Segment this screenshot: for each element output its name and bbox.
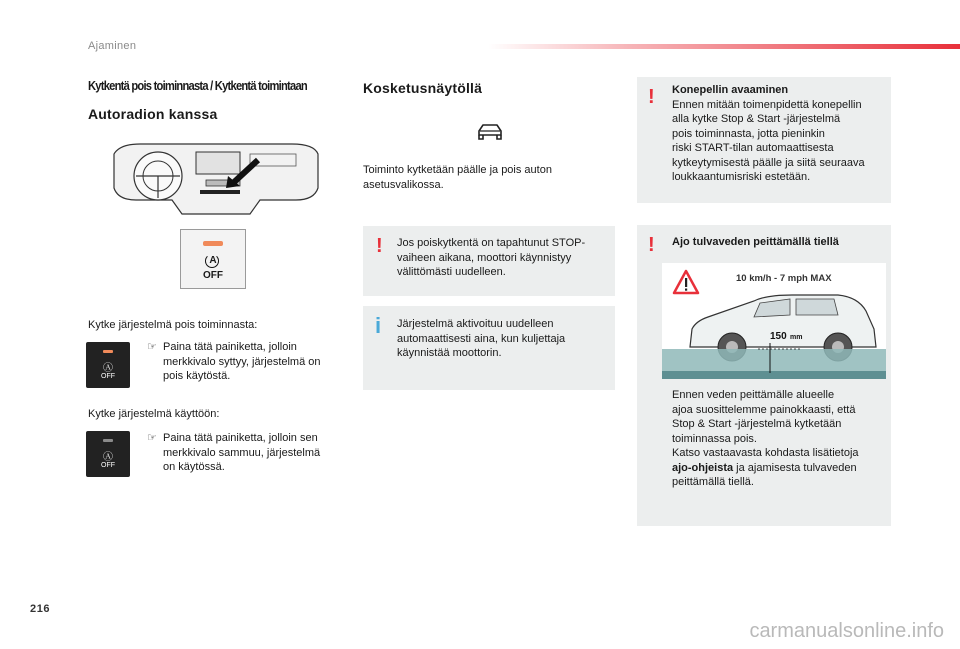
subsection-heading: Autoradion kanssa: [88, 106, 218, 122]
bullet-hand-icon: ☞: [147, 432, 157, 444]
stop-start-button-large[interactable]: A OFF: [180, 229, 246, 289]
water-depth-unit: mm: [790, 334, 803, 341]
bullet-hand-icon: ☞: [147, 341, 157, 353]
water-depth-value: 150: [770, 331, 787, 342]
on-instruction-intro: Kytke järjestelmä käyttöön:: [88, 408, 220, 420]
driving-advice-reference[interactable]: ajo-ohjeista: [672, 461, 734, 474]
led-on-indicator: [103, 350, 113, 353]
flooded-road-title: Ajo tulvaveden peittämällä tiellä: [672, 236, 839, 248]
bonnet-title: Konepellin avaaminen: [672, 84, 789, 96]
button-off-label: OFF: [203, 270, 223, 281]
speed-limit-label: 10 km/h - 7 mph MAX: [736, 273, 832, 284]
warning-icon: !: [376, 235, 383, 257]
stop-start-button-on-state: Ⓐ OFF: [86, 431, 130, 477]
touchscreen-heading: Kosketusnäytöllä: [363, 80, 483, 96]
header-gradient-bar: [488, 44, 960, 49]
page-number: 216: [30, 603, 51, 615]
section-heading: Kytkentä pois toiminnasta / Kytkentä toimintaan: [88, 78, 307, 93]
stop-start-button-off-state: Ⓐ OFF: [86, 342, 130, 388]
watermark: carmanualsonline.info: [749, 620, 944, 642]
flooded-road-illustration: [662, 263, 886, 379]
section-title: Ajaminen: [88, 40, 137, 52]
info-box-reactivation: i Järjestelmä aktivoituu uudelleen automaattisesti aina, kun kuljettaja käynnistää moottorin.: [363, 306, 615, 390]
dashboard-illustration: [110, 140, 322, 218]
touchscreen-text: Toiminto kytketään päälle ja pois auton asetusvalikossa.: [363, 164, 552, 191]
warning-icon: !: [648, 86, 655, 108]
auto-stop-icon: Ⓐ: [103, 452, 113, 463]
led-off-indicator: [103, 439, 113, 442]
warning-box-bonnet: ! Konepellin avaaminen Ennen mitään toimenpidettä konepellin alla kytke Stop & Start -järjestelmä pois toiminnasta, jotta pieninkin riski START-tilan automaattisesta kytkeytymisestä päälle ja siitä seuraava loukkaantumisriski estetään.: [637, 77, 891, 203]
off-instruction-intro: Kytke järjestelmä pois toiminnasta:: [88, 319, 258, 331]
warning-box-flooded-road: [637, 225, 891, 526]
info-icon: i: [375, 313, 382, 338]
car-outline-icon: [476, 122, 504, 142]
button-led-indicator: [203, 241, 223, 246]
warning-box-restart: ! Jos poiskytkentä on tapahtunut STOP- vaiheen aikana, moottori käynnistyy välittömästi uudelleen.: [363, 226, 615, 296]
flooded-road-text: Ennen veden peittämälle alueelle ajoa suosittelemme painokkaasti, että Stop & Start -järjestelmä kytketään toiminnassa pois. Katso vastaavasta kohdasta lisätietoja ajo-ohjeista ja ajamisesta tulvaveden peittämällä tiellä.: [672, 389, 859, 488]
warning-icon: !: [648, 234, 655, 256]
auto-stop-icon: Ⓐ: [103, 363, 113, 374]
